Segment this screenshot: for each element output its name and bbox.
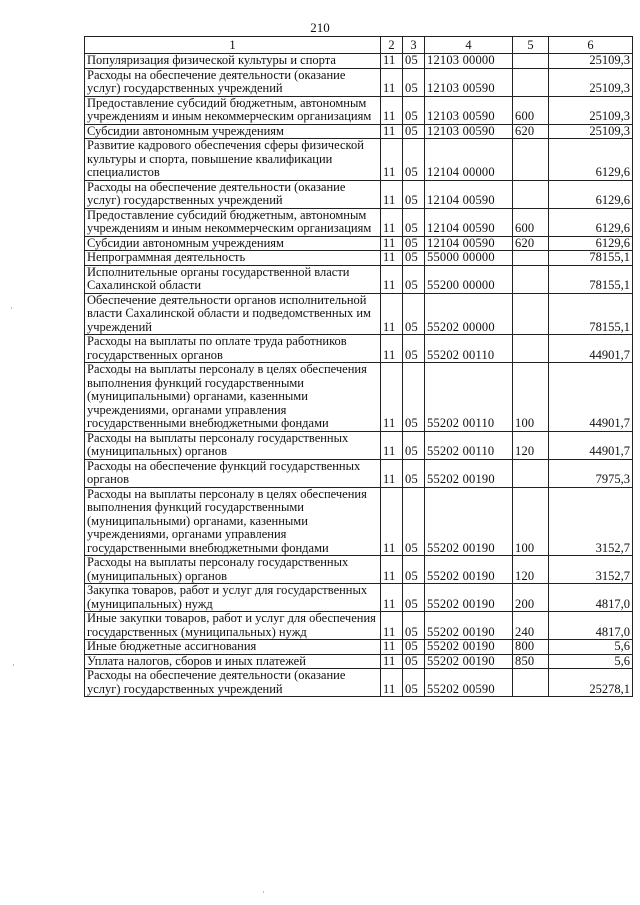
table-row — [85, 669, 633, 697]
row-expense-type: 620 — [513, 236, 549, 251]
table-row — [85, 335, 633, 363]
row-target-article: 55202 00190 — [425, 584, 513, 612]
row-section: 11 — [381, 584, 403, 612]
row-amount: 25109,3 — [549, 96, 633, 124]
table-row — [85, 487, 633, 556]
row-expense-type: 120 — [513, 556, 549, 584]
row-name: Расходы на выплаты персоналу в целях обеспечения выполнения функций государственными (муниципальными) органами, казенными учреждениями, органами управления государственными внебюджетными фондами — [85, 363, 381, 432]
row-amount: 44901,7 — [549, 335, 633, 363]
row-amount: 5,6 — [549, 654, 633, 669]
row-expense-type: 120 — [513, 431, 549, 459]
row-subsection: 05 — [403, 139, 425, 181]
table-row — [85, 236, 633, 251]
row-subsection: 05 — [403, 459, 425, 487]
row-target-article: 12103 00590 — [425, 124, 513, 139]
row-section: 11 — [381, 251, 403, 266]
row-expense-type — [513, 293, 549, 335]
row-name: Закупка товаров, работ и услуг для государственных (муниципальных) нужд — [85, 584, 381, 612]
row-expense-type: 100 — [513, 487, 549, 556]
row-amount: 3152,7 — [549, 487, 633, 556]
table-row — [85, 139, 633, 181]
row-amount: 6129,6 — [549, 208, 633, 236]
row-target-article: 12103 00590 — [425, 68, 513, 96]
row-section: 11 — [381, 139, 403, 181]
row-name: Расходы на обеспечение деятельности (оказание услуг) государственных учреждений — [85, 180, 381, 208]
row-amount: 4817,0 — [549, 612, 633, 640]
column-header: 3 — [403, 37, 425, 54]
row-name: Расходы на выплаты персоналу в целях обеспечения выполнения функций государственными (муниципальными) органами, казенными учреждениями, органами управления государственными внебюджетными фондами — [85, 487, 381, 556]
table-row — [85, 612, 633, 640]
row-section: 11 — [381, 293, 403, 335]
row-section: 11 — [381, 335, 403, 363]
row-name: Расходы на выплаты персоналу государственных (муниципальных) органов — [85, 431, 381, 459]
row-section: 11 — [381, 208, 403, 236]
row-expense-type — [513, 251, 549, 266]
row-amount: 3152,7 — [549, 556, 633, 584]
row-expense-type: 600 — [513, 96, 549, 124]
row-section: 11 — [381, 124, 403, 139]
row-expense-type — [513, 669, 549, 697]
row-amount: 44901,7 — [549, 363, 633, 432]
row-amount: 78155,1 — [549, 265, 633, 293]
row-expense-type — [513, 68, 549, 96]
row-subsection: 05 — [403, 208, 425, 236]
row-name: Предоставление субсидий бюджетным, автономным учреждениям и иным некоммерческим организациям — [85, 208, 381, 236]
row-section: 11 — [381, 180, 403, 208]
row-target-article: 12104 00590 — [425, 208, 513, 236]
row-section: 11 — [381, 363, 403, 432]
table-row — [85, 654, 633, 669]
row-section: 11 — [381, 236, 403, 251]
row-expense-type — [513, 180, 549, 208]
row-amount: 7975,3 — [549, 459, 633, 487]
row-amount: 6129,6 — [549, 139, 633, 181]
row-name: Развитие кадрового обеспечения сферы физической культуры и спорта, повышение квалификации специалистов — [85, 139, 381, 181]
row-target-article: 55202 00190 — [425, 640, 513, 655]
row-name: Уплата налогов, сборов и иных платежей — [85, 654, 381, 669]
row-target-article: 55202 00190 — [425, 654, 513, 669]
row-target-article: 55202 00110 — [425, 363, 513, 432]
row-amount: 25278,1 — [549, 669, 633, 697]
row-name: Иные закупки товаров, работ и услуг для обеспечения государственных (муниципальных) нужд — [85, 612, 381, 640]
table-row — [85, 584, 633, 612]
row-expense-type: 800 — [513, 640, 549, 655]
row-subsection: 05 — [403, 612, 425, 640]
row-subsection: 05 — [403, 556, 425, 584]
row-target-article: 12103 00590 — [425, 96, 513, 124]
row-section: 11 — [381, 459, 403, 487]
row-subsection: 05 — [403, 487, 425, 556]
table-header-row — [85, 37, 633, 54]
row-name: Субсидии автономным учреждениям — [85, 236, 381, 251]
row-target-article: 55200 00000 — [425, 265, 513, 293]
row-subsection: 05 — [403, 180, 425, 208]
table-row — [85, 265, 633, 293]
row-subsection: 05 — [403, 640, 425, 655]
budget-table — [84, 36, 633, 697]
row-amount: 25109,3 — [549, 68, 633, 96]
row-expense-type: 850 — [513, 654, 549, 669]
row-section: 11 — [381, 431, 403, 459]
row-amount: 5,6 — [549, 640, 633, 655]
column-header: 5 — [513, 37, 549, 54]
row-name: Расходы на выплаты по оплате труда работников государственных органов — [85, 335, 381, 363]
row-subsection: 05 — [403, 431, 425, 459]
row-section: 11 — [381, 265, 403, 293]
row-target-article: 55202 00190 — [425, 612, 513, 640]
column-header: 6 — [549, 37, 633, 54]
table-row — [85, 293, 633, 335]
row-subsection: 05 — [403, 654, 425, 669]
row-name: Исполнительные органы государственной власти Сахалинской области — [85, 265, 381, 293]
row-amount: 4817,0 — [549, 584, 633, 612]
row-subsection: 05 — [403, 584, 425, 612]
table-row — [85, 208, 633, 236]
row-target-article: 12104 00590 — [425, 236, 513, 251]
row-target-article: 12104 00000 — [425, 139, 513, 181]
row-section: 11 — [381, 612, 403, 640]
row-subsection: 05 — [403, 124, 425, 139]
row-name: Предоставление субсидий бюджетным, автономным учреждениям и иным некоммерческим организациям — [85, 96, 381, 124]
table-row — [85, 124, 633, 139]
row-expense-type — [513, 139, 549, 181]
row-target-article: 55202 00110 — [425, 431, 513, 459]
row-name: Обеспечение деятельности органов исполнительной власти Сахалинской области и подведомственных им учреждений — [85, 293, 381, 335]
row-name: Расходы на обеспечение функций государственных органов — [85, 459, 381, 487]
table-row — [85, 556, 633, 584]
row-target-article: 55202 00190 — [425, 487, 513, 556]
row-target-article: 12104 00590 — [425, 180, 513, 208]
row-amount: 25109,3 — [549, 54, 633, 69]
row-subsection: 05 — [403, 293, 425, 335]
row-amount: 6129,6 — [549, 180, 633, 208]
row-name: Расходы на обеспечение деятельности (оказание услуг) государственных учреждений — [85, 68, 381, 96]
row-expense-type — [513, 459, 549, 487]
row-target-article: 55202 00110 — [425, 335, 513, 363]
table-row — [85, 68, 633, 96]
row-expense-type: 100 — [513, 363, 549, 432]
row-subsection: 05 — [403, 363, 425, 432]
table-row — [85, 96, 633, 124]
table-row — [85, 54, 633, 69]
table-body — [85, 54, 633, 697]
table-row — [85, 251, 633, 266]
row-name: Непрограммная деятельность — [85, 251, 381, 266]
row-section: 11 — [381, 68, 403, 96]
row-section: 11 — [381, 96, 403, 124]
table-row — [85, 180, 633, 208]
row-section: 11 — [381, 556, 403, 584]
row-name: Популяризация физической культуры и спорта — [85, 54, 381, 69]
row-target-article: 55202 00190 — [425, 556, 513, 584]
row-subsection: 05 — [403, 335, 425, 363]
row-target-article: 12103 00000 — [425, 54, 513, 69]
row-amount: 78155,1 — [549, 251, 633, 266]
table-row — [85, 640, 633, 655]
row-section: 11 — [381, 669, 403, 697]
row-subsection: 05 — [403, 265, 425, 293]
scan-artifact: · — [12, 660, 15, 670]
row-name: Субсидии автономным учреждениям — [85, 124, 381, 139]
row-subsection: 05 — [403, 68, 425, 96]
row-amount: 6129,6 — [549, 236, 633, 251]
table-row — [85, 363, 633, 432]
row-target-article: 55202 00190 — [425, 459, 513, 487]
row-expense-type — [513, 265, 549, 293]
column-header: 2 — [381, 37, 403, 54]
row-expense-type — [513, 335, 549, 363]
table-row — [85, 459, 633, 487]
scan-artifact: · — [262, 887, 265, 897]
row-subsection: 05 — [403, 669, 425, 697]
row-subsection: 05 — [403, 236, 425, 251]
row-expense-type: 620 — [513, 124, 549, 139]
table-row — [85, 431, 633, 459]
row-subsection: 05 — [403, 96, 425, 124]
row-subsection: 05 — [403, 54, 425, 69]
row-name: Иные бюджетные ассигнования — [85, 640, 381, 655]
row-subsection: 05 — [403, 251, 425, 266]
row-target-article: 55202 00000 — [425, 293, 513, 335]
row-section: 11 — [381, 640, 403, 655]
row-target-article: 55202 00590 — [425, 669, 513, 697]
row-amount: 25109,3 — [549, 124, 633, 139]
row-name: Расходы на выплаты персоналу государственных (муниципальных) органов — [85, 556, 381, 584]
row-expense-type: 240 — [513, 612, 549, 640]
row-expense-type — [513, 54, 549, 69]
row-amount: 78155,1 — [549, 293, 633, 335]
scan-artifact: · — [10, 303, 13, 313]
column-header: 1 — [85, 37, 381, 54]
row-amount: 44901,7 — [549, 431, 633, 459]
page-number: 210 — [310, 20, 330, 35]
column-header: 4 — [425, 37, 513, 54]
row-section: 11 — [381, 487, 403, 556]
row-expense-type: 200 — [513, 584, 549, 612]
row-target-article: 55000 00000 — [425, 251, 513, 266]
row-section: 11 — [381, 654, 403, 669]
row-name: Расходы на обеспечение деятельности (оказание услуг) государственных учреждений — [85, 669, 381, 697]
row-expense-type: 600 — [513, 208, 549, 236]
row-section: 11 — [381, 54, 403, 69]
